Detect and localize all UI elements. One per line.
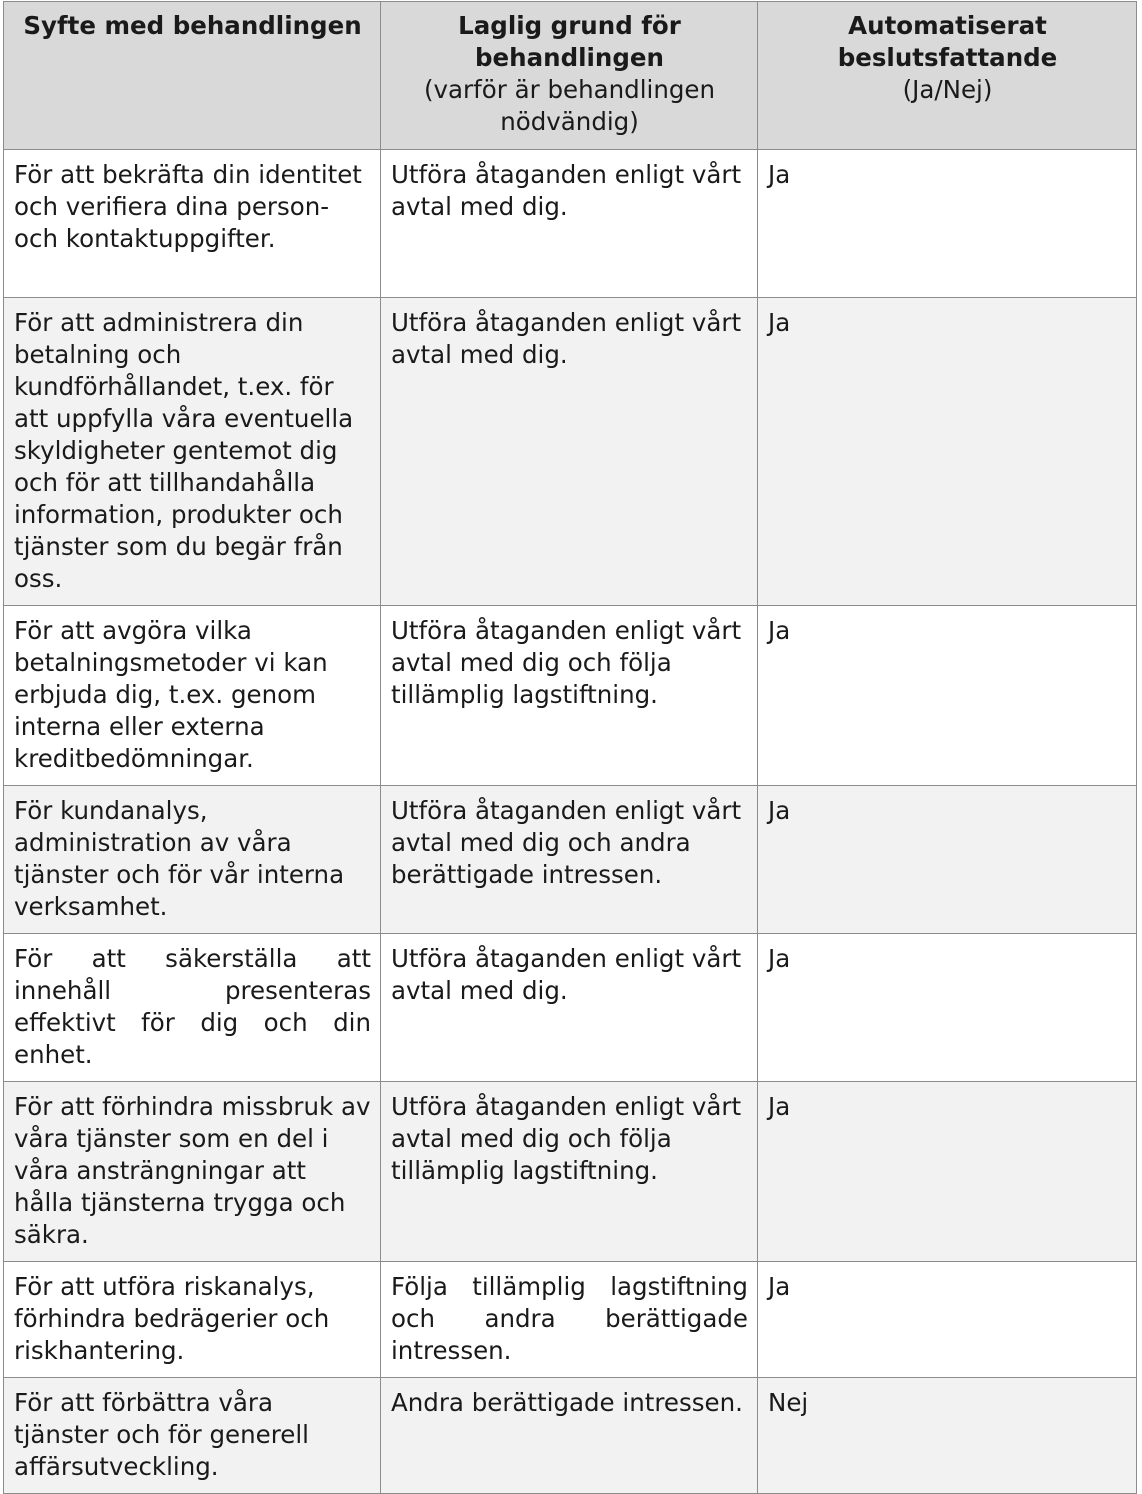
- legal-basis-cell: Andra berättigade intressen.: [381, 1378, 758, 1494]
- purpose-cell: För att förbättra våra tjänster och för generell affärsutveckling.: [4, 1378, 381, 1494]
- automated-cell: Ja: [758, 606, 1137, 786]
- header-legal-basis-title: Laglig grund för behandlingen: [458, 11, 681, 72]
- table-header: [4, 2, 1137, 150]
- purpose-cell: För att säkerställa att innehåll presenteras effektivt för dig och din enhet.: [4, 934, 381, 1082]
- legal-basis-cell: Utföra åtaganden enligt vårt avtal med dig.: [381, 150, 758, 298]
- purpose-cell: För att avgöra vilka betalningsmetoder vi kan erbjuda dig, t.ex. genom interna eller externa kreditbedömningar.: [4, 606, 381, 786]
- table-row: [4, 934, 1137, 1082]
- automated-cell: Ja: [758, 1262, 1137, 1378]
- legal-basis-cell: Utföra åtaganden enligt vårt avtal med dig och följa tillämplig lagstiftning.: [381, 606, 758, 786]
- purpose-cell: För att administrera din betalning och kundförhållandet, t.ex. för att uppfylla våra eventuella skyldigheter gentemot dig och för att tillhandahålla information, produkter och tjänster som du begär från oss.: [4, 298, 381, 606]
- purpose-cell: För att förhindra missbruk av våra tjänster som en del i våra ansträngningar att hålla tjänsterna trygga och säkra.: [4, 1082, 381, 1262]
- automated-cell: Ja: [758, 1082, 1137, 1262]
- legal-basis-cell: Utföra åtaganden enligt vårt avtal med dig.: [381, 934, 758, 1082]
- table-row: [4, 786, 1137, 934]
- legal-basis-cell: Utföra åtaganden enligt vårt avtal med dig.: [381, 298, 758, 606]
- header-automated-title: Automatiserat beslutsfattande: [837, 11, 1058, 72]
- processing-purposes-table: [3, 1, 1137, 1494]
- purpose-cell: För att utföra riskanalys, förhindra bedrägerier och riskhantering.: [4, 1262, 381, 1378]
- automated-cell: Nej: [758, 1378, 1137, 1494]
- table-body: [4, 150, 1137, 1494]
- header-legal-basis: [381, 2, 758, 150]
- table-row: [4, 606, 1137, 786]
- header-purpose: Syfte med behandlingen: [4, 2, 381, 150]
- table-row: [4, 1378, 1137, 1494]
- header-row: [4, 2, 1137, 150]
- legal-basis-cell: Följa tillämplig lagstiftning och andra berättigade intressen.: [381, 1262, 758, 1378]
- table-row: [4, 1082, 1137, 1262]
- header-automated-subtitle: (Ja/Nej): [902, 75, 993, 104]
- table-row: [4, 150, 1137, 298]
- header-automated-decision: [758, 2, 1137, 150]
- table-row: [4, 298, 1137, 606]
- legal-basis-cell: Utföra åtaganden enligt vårt avtal med dig och andra berättigade intressen.: [381, 786, 758, 934]
- purpose-cell: För att bekräfta din identitet och verifiera dina person- och kontaktuppgifter.: [4, 150, 381, 298]
- table-row: [4, 1262, 1137, 1378]
- header-legal-basis-subtitle: (varför är behandlingen nödvändig): [423, 75, 716, 136]
- legal-basis-cell: Utföra åtaganden enligt vårt avtal med dig och följa tillämplig lagstiftning.: [381, 1082, 758, 1262]
- automated-cell: Ja: [758, 786, 1137, 934]
- automated-cell: Ja: [758, 150, 1137, 298]
- automated-cell: Ja: [758, 298, 1137, 606]
- purpose-cell: För kundanalys, administration av våra tjänster och för vår interna verksamhet.: [4, 786, 381, 934]
- automated-cell: Ja: [758, 934, 1137, 1082]
